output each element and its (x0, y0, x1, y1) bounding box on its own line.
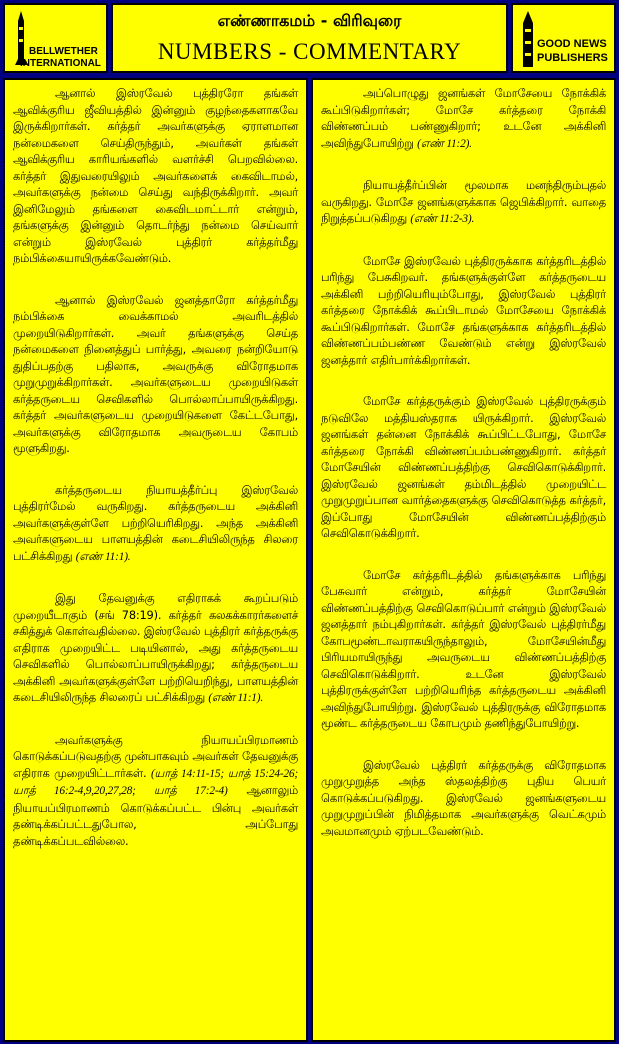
paragraph (13, 85, 298, 267)
paragraph (321, 393, 606, 542)
paragraph-text: ஆனால் இஸ்ரவேல் புத்திரரோ தங்கள் ஆவிக்குரிய ஜீவியத்தில் இன்னும் குழந்தைகளாகவே இருக்கிறார்கள். கர்த்தர் அவர்களுக்கு ஏராளமான நன்மைகளை செய்திருந்தும், அவர்கள் தங்கள் ஆவிக்குரிய காரியங்களில் வளர்ச்சி பெறவில்லை. கர்த்தர் இதுவரையிலும் அவர்களைக் கைவிடாமல், அவர்களுக்கு நன்மை செய்து வந்திருக்கிறார். அவர் இனிமேலும் தங்களை கைவிடமாட்டார் என்றும், தங்களுக்கு இன்னும் தொடர்ந்து நன்மை செய்வார் என்றும் இஸ்ரவேல் புத்திரர் கர்த்தர்மீது நம்பிக்கையாயிருக்கவேண்டும். (13, 86, 298, 265)
scripture-reference: (எண் 11:2-3). (410, 213, 475, 225)
building-icon (519, 11, 537, 67)
paragraph-text: மோசே கர்த்தரிடத்தில் தங்களுக்காக பரிந்து பேசுவார் என்றும், கர்த்தர் மோசேயின் விண்ணப்பத்திற்கு செவிகொடுப்பார் என்றும் இஸ்ரவேல் ஜனத்தார் நம்புகிறார்கள். கர்த்தர் இஸ்ரவேல் புத்திரர்மீது கோபமூண்டாவராகயிருந்தாலும், மோசேயின்மீது பிரியமாயிருந்து அவருடைய விண்ணப்பத்திற்கு செவிகொடுக்கிறார். உடனே இஸ்ரவேல் புத்திரருக்குள்ளே பற்றியெரிந்த கர்த்தருடைய அக்கினி அவிந்துபோயிற்று. இஸ்ரவேல் புத்திரருக்கு விரோதமாக மூண்ட கர்த்தருடைய கோபமும் தணிந்துபோயிற்று. (321, 567, 606, 730)
paragraph-text: இது தேவனுக்கு எதிராகக் கூறப்படும் முறையீடாகும் (சங் 78:19). கர்த்தர் கலகக்காரர்களைச் சகித்துக் கொள்வதில்லை. இஸ்ரவேல் புத்திரர் கர்த்தருக்கு எதிராக முறையிட்ட படியினால், அது கர்த்தருடைய செவிகளில் பொல்லாப்பாயிருக்கிறது; கர்த்தருடைய அக்கினி அவர்களுக்குள்ளே பற்றியெறிந்து, பாளயத்தின் கடைசியிலிருந்த சிலரைப் பட்சிக்கிறது (13, 591, 298, 704)
logo-right-line1: GOOD NEWS (537, 38, 607, 50)
page-title-english: NUMBERS - COMMENTARY (157, 39, 462, 64)
scripture-reference: (யாத் 14:11-15; யாத் 15:24-26; யாத் 16:2-4,9,20,27,28; யாத் 17:2-4) (13, 767, 299, 797)
logo-left-line2: INTERNATIONAL (20, 58, 101, 69)
left-column (3, 78, 308, 1042)
scripture-reference: (எண் 11:1). (208, 692, 264, 704)
paragraph-text: கர்த்தருடைய நியாயத்தீர்ப்பு இஸ்ரவேல் புத்திரர்மேல் வருகிறது. கர்த்தருடைய அக்கினி அவர்களுக்குள்ளே பற்றியெரிகிறது. அந்த அக்கினி அவர்களுடைய பாளயத்தின் கடைசியிலிருந்த சிலரை பட்சிக்கிறது (13, 482, 298, 563)
paragraph (321, 85, 606, 152)
logo-left-line1: BELLWETHER (29, 46, 98, 57)
scripture-reference: (எண் 11:1). (75, 550, 131, 563)
paragraph (321, 253, 606, 369)
paragraph (13, 292, 298, 457)
paragraph-text: அவர்களுக்கு நியாயப்பிரமாணம் கொடுக்கப்படுவதற்கு முன்பாகவும் அவர்கள் தேவனுக்கு எதிராக முறையிட்டார்கள். (13, 732, 298, 780)
paragraph (321, 757, 606, 840)
paragraph (13, 590, 298, 707)
paragraph (13, 732, 298, 850)
paragraph-text: நியாயத்தீர்ப்பின் மூலமாக மனந்திரும்புதல் வருகிறது. மோசே ஜனங்களுக்காக ஜெபிக்கிறார். வாதை நிறுத்தப்படுகிறது (321, 178, 606, 225)
scripture-reference: (எண் 11:2). (417, 137, 472, 150)
paragraph-text: மோசே இஸ்ரவேல் புத்திரருக்காக கர்த்தரிடத்தில் பரிந்து பேசுகிறவர். தங்களுக்குள்ளே கர்த்தருடைய அக்கினி பற்றியெரியும்போது, இஸ்ரவேல் புத்திரர் கர்த்தரை நோக்கிக் கூப்பிடாமல் மோசேயை நோக்கிக் கூப்பிடுகிறார்கள். மோசே தங்களுக்காக கர்த்தரிடத்தில் விண்ணப்பம்பண்ண வேண்டும் என்று இஸ்ரவேல் ஜனத்தார் எதிர்பார்க்கிறார்கள். (321, 253, 606, 367)
right-column (311, 78, 616, 1042)
logo-right-line2: PUBLISHERS (537, 52, 608, 64)
page-title-tamil: எண்ணாகமம் - விரிவுரை (217, 11, 402, 30)
paragraph (321, 177, 606, 228)
paragraph-text: இஸ்ரவேல் புத்திரர் கர்த்தருக்கு விரோதமாக முறுமுறுத்த அந்த ஸ்தலத்திற்கு புதிய பெயர் கொடுக்கப்படுகிறது. இஸ்ரவேல் ஜனங்களுடைய முறுமுறுப்பின் நிமித்தமாக அவர்களுக்கு வெட்கமும் அவமானமும் ஏற்படவேண்டும். (321, 757, 606, 838)
paragraph-text: ஆனால் இஸ்ரவேல் ஜனத்தாரோ கர்த்தர்மீது நம்பிக்கை வைக்காமல் அவரிடத்தில் முறையிடுகிறார்கள். அவர் தங்களுக்கு செய்த நன்மைகளை நினைத்துப் பார்த்து, அவரை நன்றியோடு துதிப்பதற்கு பதிலாக, அவருக்கு விரோதமாக முறுமுறுக்கிறார்கள். அவர்களுடைய முறையிடுகள் கர்த்தருடைய செவிகளில் பொல்லாப்பாயிருக்கிறது. கர்த்தர் அவர்களுடைய முறையிடுகளை கேட்டபோது, அவர்களுக்கு விரோதமாக அவருடைய கோபம் மூளுகிறது. (13, 292, 298, 455)
bellwether-logo (3, 3, 108, 73)
paragraph (321, 567, 606, 732)
paragraph-text: மோசே கர்த்தருக்கும் இஸ்ரவேல் புத்திரருக்கும் நடுவிலே மத்தியஸ்தராக யிருக்கிறார். இஸ்ரவேல் ஜனங்கள் தன்னை நோக்கிக் கூப்பிட்டபோது, மோசே கர்த்தரை நோக்கி விண்ணப்பம்பண்ணுகிறார். கர்த்தர் மோசேயின் விண்ணப்பத்திற்கு செவிகொடுக்கிறார். இஸ்ரவேல் ஜனங்கள் தம்மிடத்தில் முறையிட்ட முறுமுறுப்பான வார்த்தைகளுக்கு செவிகொடுத்த கர்த்தர், இப்போது மோசேயின் விண்ணப்பத்திற்கும் செவிகொடுக்கிறார். (321, 394, 606, 540)
tower-icon (14, 11, 28, 65)
paragraph-text: ஆனாலும் நியாயப்பிரமாணம் கொடுக்கப்பட்ட பின்பு அவர்கள் தண்டிக்கப்பட்டதுபோல, அப்போது தண்டிக்கப்படவில்லை. (13, 783, 298, 848)
good-news-logo (511, 3, 616, 73)
page-title-box (111, 3, 508, 73)
paragraph (13, 482, 298, 566)
paragraph-text: அப்பொழுது ஜனங்கள் மோசேயை நோக்கிக் கூப்பிடுகிறார்கள்; மோசே கர்த்தரை நோக்கி விண்ணப்பம் பண்ணுகிறார்; உடனே அக்கினி அவிந்துபோயிற்று (321, 86, 606, 150)
